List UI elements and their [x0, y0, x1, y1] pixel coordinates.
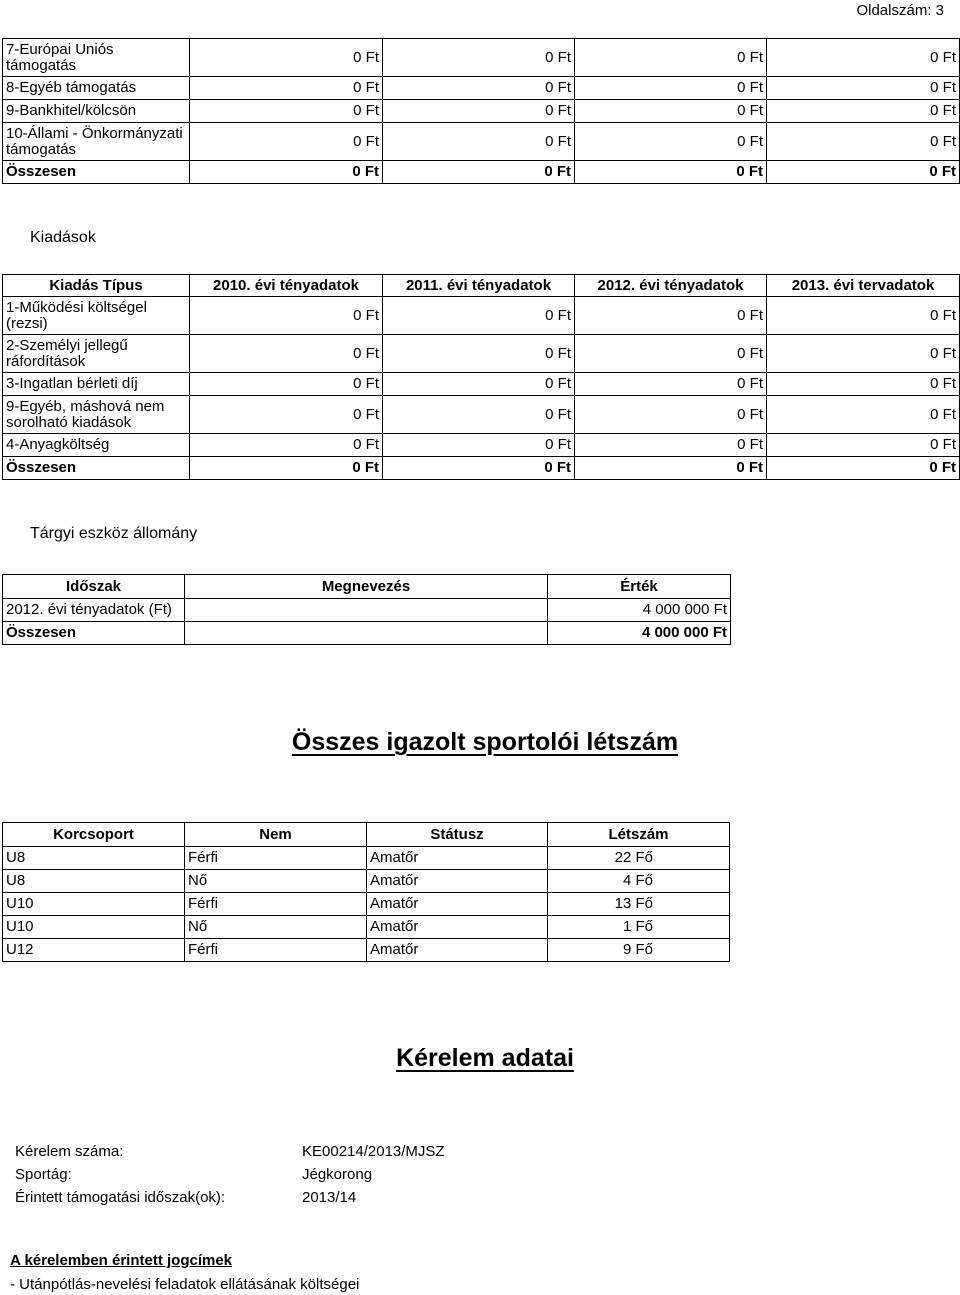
cell-value: 0 Ft [575, 77, 767, 100]
total-value: 0 Ft [190, 161, 383, 184]
row-label: 9-Egyéb, máshová nem sorolható kiadások [3, 396, 190, 434]
cell-value: 0 Ft [190, 373, 383, 396]
cell-value: 0 Ft [383, 123, 575, 161]
period-cell: 2012. évi tényadatok (Ft) [3, 599, 185, 622]
cell-value: 0 Ft [383, 39, 575, 77]
status-cell: Amatőr [367, 893, 548, 916]
cell-value: 0 Ft [383, 100, 575, 123]
sex-cell: Férfi [185, 939, 367, 962]
column-header: Érték [548, 575, 731, 599]
column-header: 2010. évi tényadatok [190, 275, 383, 297]
total-row [3, 161, 960, 184]
sex-cell: Nő [185, 870, 367, 893]
column-header: Státusz [367, 823, 548, 847]
sport-value: Jégkorong [302, 1166, 373, 1183]
cell-value: 0 Ft [190, 77, 383, 100]
table-row [3, 77, 960, 100]
total-value: 0 Ft [575, 161, 767, 184]
table-row [3, 599, 731, 622]
row-label: 7-Európai Uniós támogatás [3, 39, 190, 77]
row-label: 1-Működési költségel (rezsi) [3, 297, 190, 335]
cell-value: 0 Ft [190, 39, 383, 77]
cell-value: 0 Ft [575, 434, 767, 457]
cell-value: 0 Ft [767, 123, 960, 161]
column-header: Létszám [548, 823, 730, 847]
column-header: 2013. évi tervadatok [767, 275, 960, 297]
count-cell: 13 Fő [548, 893, 730, 916]
count-cell: 4 Fő [548, 870, 730, 893]
cell-value: 0 Ft [575, 100, 767, 123]
cell-value: 0 Ft [767, 335, 960, 373]
request-number-label: Kérelem száma: [15, 1143, 124, 1160]
table-row [3, 373, 960, 396]
cell-value: 0 Ft [575, 297, 767, 335]
status-cell: Amatőr [367, 916, 548, 939]
sex-cell: Nő [185, 916, 367, 939]
column-header: 2011. évi tényadatok [383, 275, 575, 297]
table-row [3, 123, 960, 161]
row-label: 8-Egyéb támogatás [3, 77, 190, 100]
cell-value: 0 Ft [190, 335, 383, 373]
request-number-value: KE00214/2013/MJSZ [302, 1143, 445, 1160]
period-label: Érintett támogatási időszak(ok): [15, 1189, 226, 1206]
legal-item: - Utánpótlás-nevelési feladatok ellátásának költségei [10, 1276, 360, 1293]
count-cell: 22 Fő [548, 847, 730, 870]
table-row [3, 893, 730, 916]
expenses-table [2, 274, 960, 480]
legal-title: A kérelemben érintett jogcímek [10, 1252, 233, 1269]
cell-value: 0 Ft [190, 100, 383, 123]
row-label: 10-Állami - Önkormányzati támogatás [3, 123, 190, 161]
table-row [3, 916, 730, 939]
cell-value: 0 Ft [767, 77, 960, 100]
cell-value: 0 Ft [190, 396, 383, 434]
cell-value: 0 Ft [767, 39, 960, 77]
request-title: Kérelem adatai [396, 1044, 574, 1072]
cell-value: 0 Ft [383, 297, 575, 335]
age-cell: U10 [3, 916, 185, 939]
cell-value: 0 Ft [767, 100, 960, 123]
period-value: 2013/14 [302, 1189, 357, 1206]
cell-value: 0 Ft [575, 396, 767, 434]
total-value: 0 Ft [190, 457, 383, 480]
cell-value: 0 Ft [575, 373, 767, 396]
cell-value: 0 Ft [190, 434, 383, 457]
column-header: Kiadás Típus [3, 275, 190, 297]
age-cell: U8 [3, 870, 185, 893]
cell-value: 0 Ft [767, 396, 960, 434]
table-row [3, 396, 960, 434]
row-label: 2-Személyi jellegű ráfordítások [3, 335, 190, 373]
column-header: 2012. évi tényadatok [575, 275, 767, 297]
table-row [3, 100, 960, 123]
table-row [3, 870, 730, 893]
status-cell: Amatőr [367, 847, 548, 870]
cell-value: 0 Ft [767, 434, 960, 457]
age-cell: U8 [3, 847, 185, 870]
total-label: Összesen [3, 161, 190, 184]
total-value: 0 Ft [575, 457, 767, 480]
table-row [3, 297, 960, 335]
assets-table [2, 574, 731, 645]
expenses-title: Kiadások [30, 229, 96, 246]
cell-value: 0 Ft [767, 373, 960, 396]
sex-cell: Férfi [185, 893, 367, 916]
cell-value: 0 Ft [383, 373, 575, 396]
row-label: 3-Ingatlan bérleti díj [3, 373, 190, 396]
cell-value: 0 Ft [575, 335, 767, 373]
status-cell: Amatőr [367, 939, 548, 962]
table-row [3, 39, 960, 77]
value-cell: 4 000 000 Ft [548, 599, 731, 622]
assets-title: Tárgyi eszköz állomány [30, 525, 198, 542]
age-cell: U10 [3, 893, 185, 916]
total-value: 0 Ft [383, 457, 575, 480]
table-row [3, 847, 730, 870]
cell-value: 0 Ft [575, 39, 767, 77]
page-number: Oldalszám: 3 [856, 2, 944, 19]
column-header: Korcsoport [3, 823, 185, 847]
total-value: 4 000 000 Ft [548, 622, 731, 645]
total-value: 0 Ft [767, 457, 960, 480]
total-empty [185, 622, 548, 645]
row-label: 4-Anyagköltség [3, 434, 190, 457]
cell-value: 0 Ft [190, 123, 383, 161]
cell-value: 0 Ft [575, 123, 767, 161]
column-header: Nem [185, 823, 367, 847]
column-header: Megnevezés [185, 575, 548, 599]
cell-value: 0 Ft [767, 297, 960, 335]
age-cell: U12 [3, 939, 185, 962]
cell-value: 0 Ft [383, 434, 575, 457]
athletes-table [2, 822, 730, 962]
table-row [3, 939, 730, 962]
cell-value: 0 Ft [383, 335, 575, 373]
total-label: Összesen [3, 457, 190, 480]
total-label: Összesen [3, 622, 185, 645]
total-row [3, 622, 731, 645]
cell-value: 0 Ft [383, 396, 575, 434]
athletes-title: Összes igazolt sportolói létszám [291, 728, 679, 756]
name-cell [185, 599, 548, 622]
total-value: 0 Ft [383, 161, 575, 184]
cell-value: 0 Ft [383, 77, 575, 100]
cell-value: 0 Ft [190, 297, 383, 335]
sex-cell: Férfi [185, 847, 367, 870]
table-row [3, 434, 960, 457]
count-cell: 1 Fő [548, 916, 730, 939]
column-header: Időszak [3, 575, 185, 599]
income-table [2, 38, 960, 184]
count-cell: 9 Fő [548, 939, 730, 962]
total-row [3, 457, 960, 480]
sport-label: Sportág: [15, 1166, 72, 1183]
row-label: 9-Bankhitel/kölcsön [3, 100, 190, 123]
table-row [3, 335, 960, 373]
status-cell: Amatőr [367, 870, 548, 893]
total-value: 0 Ft [767, 161, 960, 184]
